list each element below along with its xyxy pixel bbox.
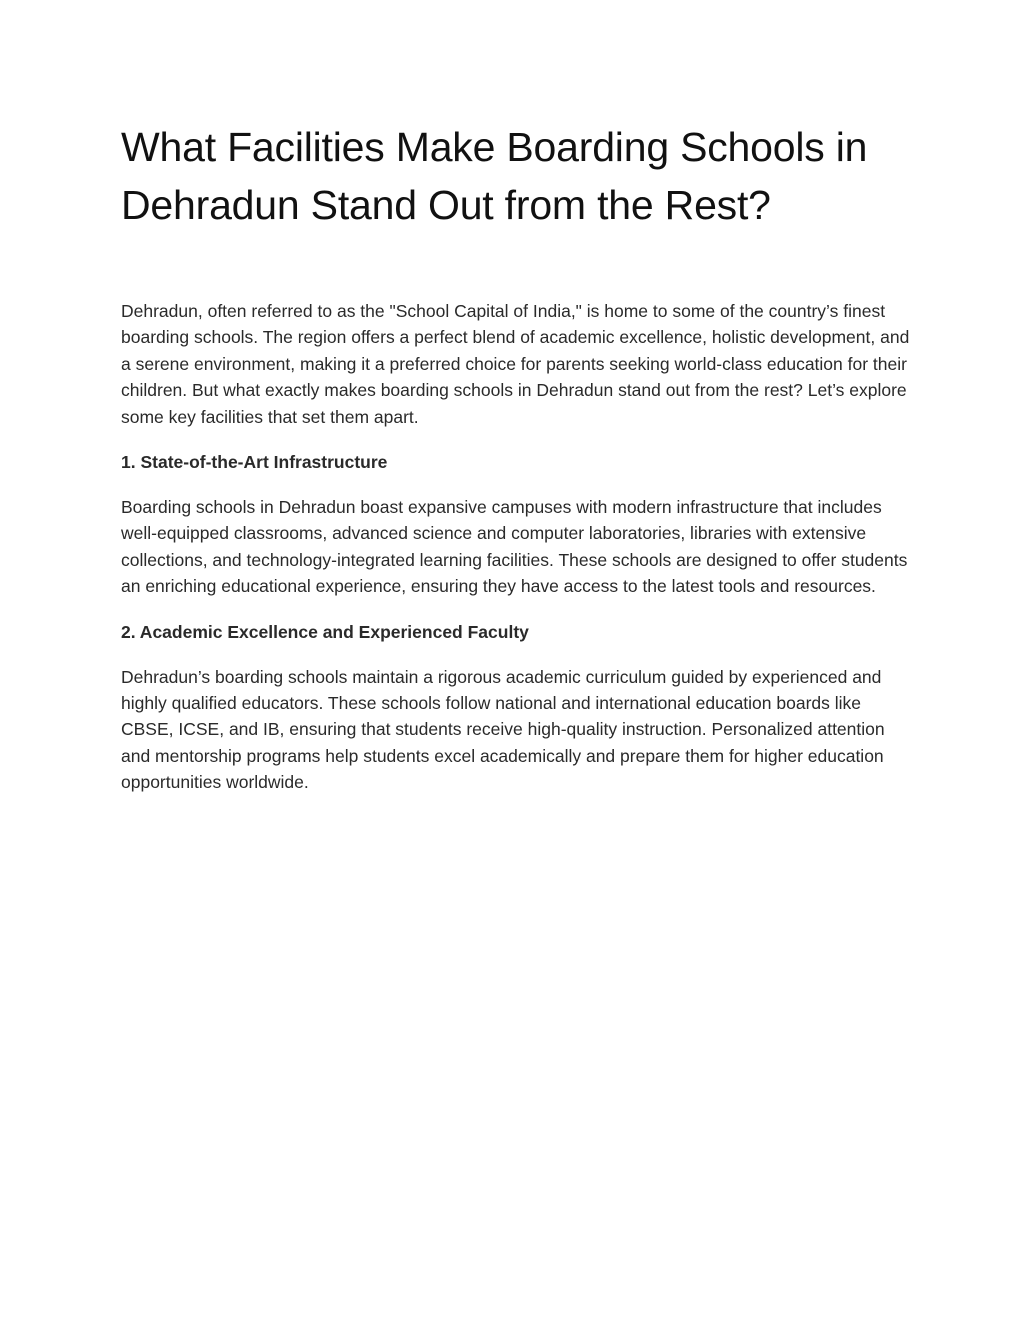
section-body-infrastructure: Boarding schools in Dehradun boast expansive campuses with modern infrastructure that includes well-equipped classrooms, advanced science and computer laboratories, libraries with extensive collections, and technology-integrated learning facilities. These schools are designed to offer students an enriching educational experience, ensuring they have access to the latest tools and resources.	[121, 497, 908, 597]
document-title: What Facilities Make Boarding Schools in Dehradun Stand Out from the Rest?	[121, 124, 868, 228]
section-body-academic: Dehradun’s boarding schools maintain a rigorous academic curriculum guided by experienced and highly qualified educators. These schools follow national and international education boards like CBSE, ICSE, and IB, ensuring that students receive high-quality instruction. Personalized attention and mentorship programs help students excel academically and prepare them for higher education opportunities worldwide.	[121, 666, 885, 793]
section-heading-academic: 2. Academic Excellence and Experienced Faculty	[121, 621, 529, 642]
section-heading-infrastructure: 1. State-of-the-Art Infrastructure	[121, 452, 388, 473]
document-page	[121, 118, 911, 796]
intro-paragraph: Dehradun, often referred to as the "School Capital of India," is home to some of the country’s finest boarding schools. The region offers a perfect blend of academic excellence, holistic development, and a serene environment, making it a preferred choice for parents seeking world-class education for their children. But what exactly makes boarding schools in Dehradun stand out from the rest? Let’s explore some key facilities that set them apart.	[121, 301, 910, 427]
